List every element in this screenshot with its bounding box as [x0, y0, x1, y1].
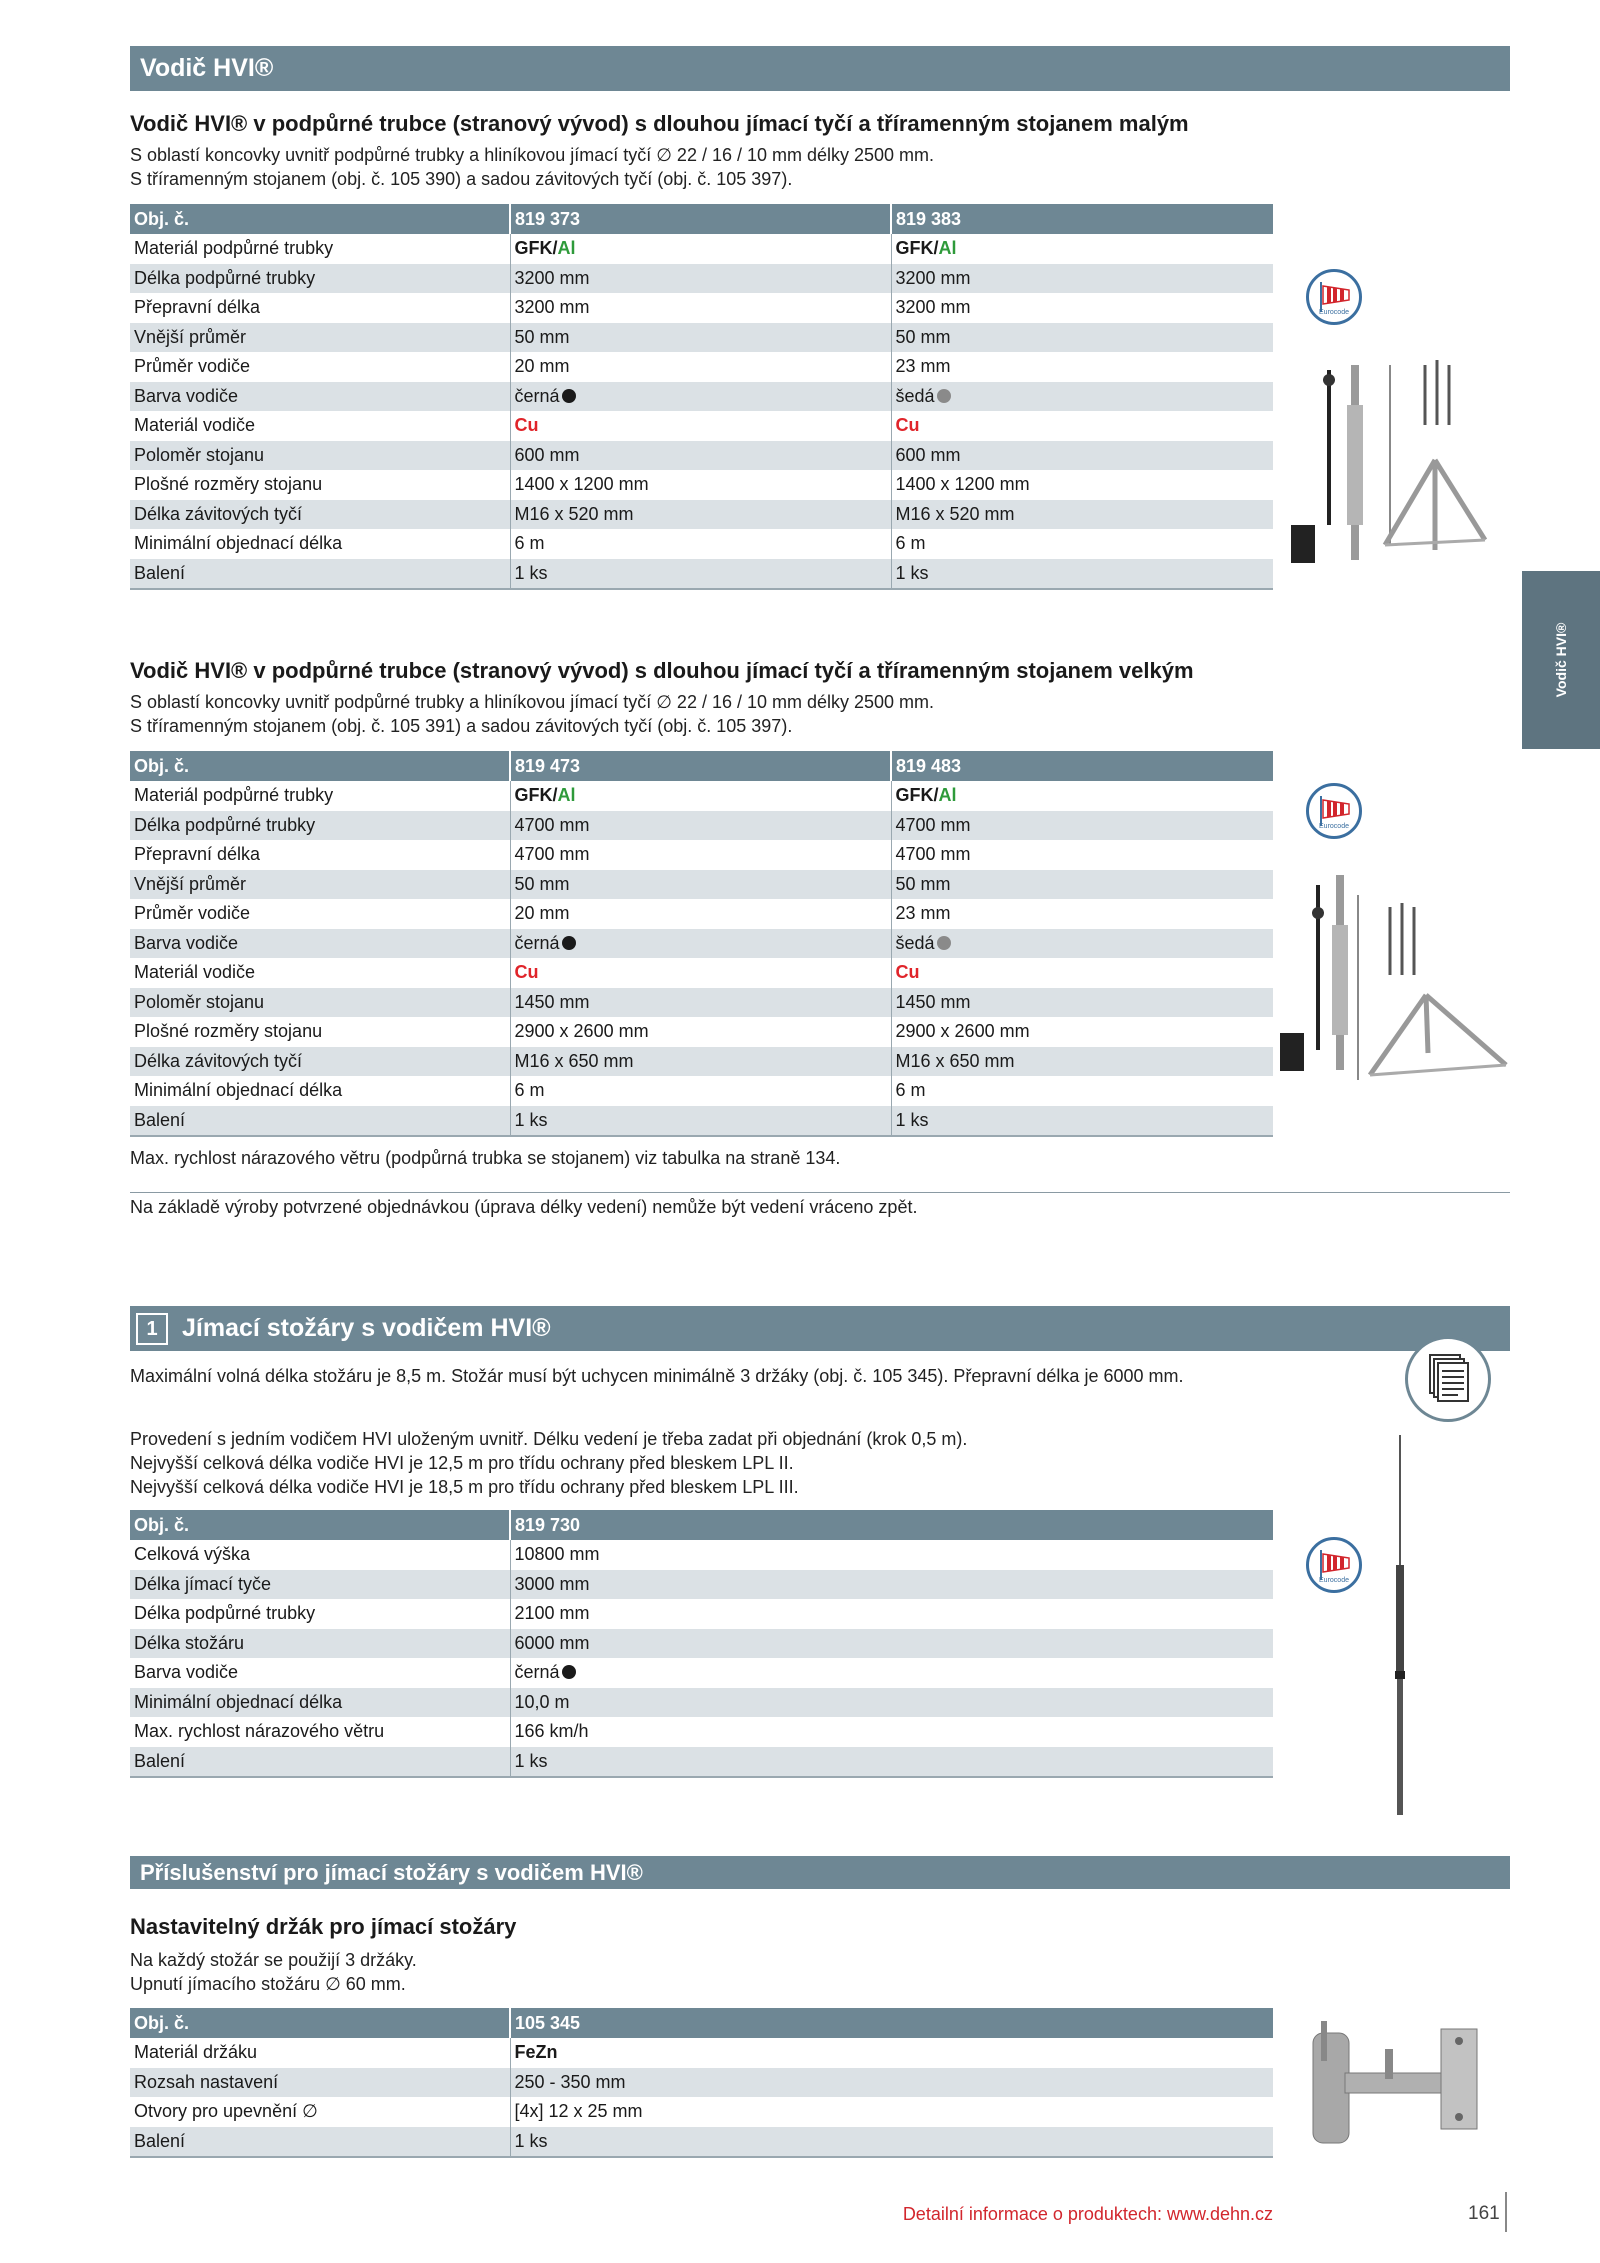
table-cell: 3200 mm — [891, 293, 1273, 323]
table-row — [130, 411, 1273, 441]
section4-desc — [130, 1948, 417, 1996]
section3-header-bar — [130, 1306, 1510, 1351]
section2-desc-line2: S tříramenným stojanem (obj. č. 105 391) a sadou závitových tyčí (obj. č. 105 397). — [130, 716, 793, 736]
page-header-title: Vodič HVI® — [140, 54, 274, 82]
table-cell: 23 mm — [891, 352, 1273, 382]
black-color-dot-icon — [562, 1665, 576, 1679]
table-header-cell: 819 473 — [510, 751, 891, 781]
table-row — [130, 781, 1273, 811]
table-row — [130, 1047, 1273, 1077]
table-cell: GFK/Al — [891, 234, 1273, 264]
table-cell: 10,0 m — [510, 1688, 1273, 1718]
table-cell: 1 ks — [510, 1747, 1273, 1778]
section3-desc-b-line3: Nejvyšší celková délka vodiče HVI je 18,5 m pro třídu ochrany před bleskem LPL III. — [130, 1477, 799, 1497]
table-header-cell: Obj. č. — [130, 204, 510, 234]
table-row — [130, 441, 1273, 471]
table-cell: černá — [510, 382, 891, 412]
table-cell: 1450 mm — [510, 988, 891, 1018]
table-cell: 6000 mm — [510, 1629, 1273, 1659]
table-cell: Balení — [130, 559, 510, 590]
table-cell: GFK/Al — [510, 234, 891, 264]
table-cell: černá — [510, 929, 891, 959]
table-cell: M16 x 520 mm — [891, 500, 1273, 530]
table-cell: 20 mm — [510, 899, 891, 929]
section4-bar-title: Příslušenství pro jímací stožáry s vodičem HVI® — [140, 1859, 643, 1885]
table-cell: 50 mm — [510, 870, 891, 900]
table-row — [130, 899, 1273, 929]
product-image-mast — [1385, 1435, 1415, 1820]
table-cell: 2900 x 2600 mm — [891, 1017, 1273, 1047]
table-cell: 3200 mm — [510, 264, 891, 294]
table-row — [130, 352, 1273, 382]
table-cell: Cu — [510, 958, 891, 988]
table-cell: Délka podpůrné trubky — [130, 1599, 510, 1629]
table-cell: 6 m — [510, 529, 891, 559]
table-cell: 600 mm — [891, 441, 1273, 471]
table-cell: Délka závitových tyčí — [130, 1047, 510, 1077]
section4-title: Nastavitelný držák pro jímací stožáry — [130, 1914, 517, 1939]
eurocode-badge-3 — [1306, 1537, 1362, 1593]
table-cell: 2900 x 2600 mm — [510, 1017, 891, 1047]
eurocode-label: Eurocode — [1319, 823, 1349, 830]
page-number: 161 — [1468, 2203, 1500, 2224]
table-cell: 1450 mm — [891, 988, 1273, 1018]
table-header-cell: Obj. č. — [130, 1510, 510, 1540]
table-cell: GFK/Al — [510, 781, 891, 811]
table-row — [130, 1747, 1273, 1778]
table-cell: Max. rychlost nárazového větru — [130, 1717, 510, 1747]
eurocode-label: Eurocode — [1319, 309, 1349, 316]
table-cell: šedá — [891, 382, 1273, 412]
table-cell: 20 mm — [510, 352, 891, 382]
table-row — [130, 293, 1273, 323]
table-cell: Barva vodiče — [130, 382, 510, 412]
table-header-cell: 819 483 — [891, 751, 1273, 781]
table-header-cell: 819 730 — [510, 1510, 1273, 1540]
grey-color-dot-icon — [937, 936, 951, 950]
table-cell: 50 mm — [891, 323, 1273, 353]
table-cell: 23 mm — [891, 899, 1273, 929]
table-row — [130, 1629, 1273, 1659]
section4-table — [130, 2008, 1273, 2158]
table-cell: Celková výška — [130, 1540, 510, 1570]
table-header-cell: Obj. č. — [130, 2008, 510, 2038]
table-cell: Přepravní délka — [130, 840, 510, 870]
table-row — [130, 1106, 1273, 1137]
table-cell: FeZn — [510, 2038, 1273, 2068]
table-cell: 1 ks — [510, 1106, 891, 1137]
table-row — [130, 811, 1273, 841]
table-cell: Materiál držáku — [130, 2038, 510, 2068]
table-cell: Balení — [130, 1747, 510, 1778]
section3-title: Jímací stožáry s vodičem HVI® — [182, 1314, 551, 1342]
table-cell: 10800 mm — [510, 1540, 1273, 1570]
black-color-dot-icon — [562, 936, 576, 950]
grey-color-dot-icon — [937, 389, 951, 403]
table-cell: 166 km/h — [510, 1717, 1273, 1747]
black-color-dot-icon — [562, 389, 576, 403]
section1-table — [130, 204, 1273, 590]
table-cell: Materiál vodiče — [130, 958, 510, 988]
section2-table — [130, 751, 1273, 1137]
footer-product-link[interactable]: Detailní informace o produktech: www.dehn.cz — [902, 2204, 1273, 2224]
table-row — [130, 323, 1273, 353]
table-cell: Minimální objednací délka — [130, 529, 510, 559]
product-image-bracket — [1305, 2015, 1485, 2160]
table-row — [130, 264, 1273, 294]
product-image-small-stand — [1285, 345, 1525, 575]
table-cell: 4700 mm — [510, 811, 891, 841]
table-cell: 4700 mm — [891, 840, 1273, 870]
table-cell: Plošné rozměry stojanu — [130, 470, 510, 500]
table-row — [130, 1717, 1273, 1747]
table-cell: 1 ks — [510, 559, 891, 590]
section1-desc — [130, 143, 934, 191]
side-tab[interactable] — [1522, 571, 1600, 749]
table-header-cell: 105 345 — [510, 2008, 1273, 2038]
table-row — [130, 1658, 1273, 1688]
table-row — [130, 559, 1273, 590]
section2-desc-line1: S oblastí koncovky uvnitř podpůrné trubky a hliníkovou jímací tyčí ∅ 22 / 16 / 10 mm délky 2500 mm. — [130, 692, 935, 712]
table-cell: Balení — [130, 2127, 510, 2158]
section3-number-box: 1 — [136, 1313, 168, 1345]
table-row — [130, 988, 1273, 1018]
table-header-row — [130, 204, 1273, 234]
table-cell: 250 - 350 mm — [510, 2068, 1273, 2098]
section2-title: Vodič HVI® v podpůrné trubce (stranový vývod) s dlouhou jímací tyčí a tříramenným stojanem velkým — [130, 658, 1194, 683]
table-cell: 1 ks — [891, 1106, 1273, 1137]
table-row — [130, 1076, 1273, 1106]
table-cell: Délka stožáru — [130, 1629, 510, 1659]
section3-desc-b — [130, 1427, 967, 1499]
table-row — [130, 500, 1273, 530]
table-cell: 2100 mm — [510, 1599, 1273, 1629]
table-row — [130, 1017, 1273, 1047]
table-cell: 1 ks — [510, 2127, 1273, 2158]
table-cell: Rozsah nastavení — [130, 2068, 510, 2098]
table-cell: 6 m — [891, 529, 1273, 559]
table-header-cell: 819 373 — [510, 204, 891, 234]
table-header-row — [130, 1510, 1273, 1540]
table-cell: 6 m — [510, 1076, 891, 1106]
table-cell: 6 m — [891, 1076, 1273, 1106]
table-cell: 4700 mm — [510, 840, 891, 870]
table-cell: GFK/Al — [891, 781, 1273, 811]
eurocode-label: Eurocode — [1319, 1577, 1349, 1584]
section3-desc-a: Maximální volná délka stožáru je 8,5 m. Stožár musí být uchycen minimálně 3 držáky (obj. č. 105 345). Přepravní délka je 6000 mm. — [130, 1366, 1184, 1386]
table-row — [130, 1570, 1273, 1600]
table-cell: 1 ks — [891, 559, 1273, 590]
table-cell: Plošné rozměry stojanu — [130, 1017, 510, 1047]
document-icon[interactable] — [1405, 1336, 1491, 1422]
page-header-bar — [130, 46, 1510, 91]
table-cell: Cu — [510, 411, 891, 441]
table-row — [130, 870, 1273, 900]
table-cell: 50 mm — [510, 323, 891, 353]
table-row — [130, 2038, 1273, 2068]
table-cell: 3200 mm — [510, 293, 891, 323]
table-cell: Materiál podpůrné trubky — [130, 781, 510, 811]
table-cell: šedá — [891, 929, 1273, 959]
table-header-cell: 819 383 — [891, 204, 1273, 234]
table-cell: Poloměr stojanu — [130, 441, 510, 471]
table-row — [130, 529, 1273, 559]
section4-desc-line2: Upnutí jímacího stožáru ∅ 60 mm. — [130, 1974, 406, 1994]
side-tab-label: Vodič HVI® — [1553, 622, 1569, 698]
table-cell: 3000 mm — [510, 1570, 1273, 1600]
table-cell: 1400 x 1200 mm — [510, 470, 891, 500]
table-cell: Přepravní délka — [130, 293, 510, 323]
table-row — [130, 929, 1273, 959]
table-cell: [4x] 12 x 25 mm — [510, 2097, 1273, 2127]
eurocode-badge-2 — [1306, 783, 1362, 839]
table-row — [130, 234, 1273, 264]
section1-desc-line1: S oblastí koncovky uvnitř podpůrné trubky a hliníkovou jímací tyčí ∅ 22 / 16 / 10 mm délky 2500 mm. — [130, 145, 935, 165]
table-cell: Průměr vodiče — [130, 899, 510, 929]
table-row — [130, 840, 1273, 870]
table-row — [130, 2097, 1273, 2127]
section2-note-wind: Max. rychlost nárazového větru (podpůrná trubka se stojanem) viz tabulka na straně 134. — [130, 1148, 841, 1168]
product-image-large-stand — [1278, 865, 1518, 1085]
table-row — [130, 1688, 1273, 1718]
table-row — [130, 2068, 1273, 2098]
table-cell: Materiál podpůrné trubky — [130, 234, 510, 264]
table-header-row — [130, 2008, 1273, 2038]
table-cell: M16 x 520 mm — [510, 500, 891, 530]
section4-desc-line1: Na každý stožár se použijí 3 držáky. — [130, 1950, 417, 1970]
table-cell: Poloměr stojanu — [130, 988, 510, 1018]
section2-desc — [130, 690, 934, 738]
table-cell: Barva vodiče — [130, 1658, 510, 1688]
table-cell: Cu — [891, 958, 1273, 988]
section3-desc-b-line1: Provedení s jedním vodičem HVI uloženým uvnitř. Délku vedení je třeba zadat při objednání (krok 0,5 m). — [130, 1429, 968, 1449]
section3-table — [130, 1510, 1273, 1778]
table-cell: 600 mm — [510, 441, 891, 471]
table-cell: Vnější průměr — [130, 323, 510, 353]
table-cell: Minimální objednací délka — [130, 1076, 510, 1106]
table-cell: Cu — [891, 411, 1273, 441]
table-cell: 3200 mm — [891, 264, 1273, 294]
table-cell: M16 x 650 mm — [891, 1047, 1273, 1077]
section1-desc-line2: S tříramenným stojanem (obj. č. 105 390) a sadou závitových tyčí (obj. č. 105 397). — [130, 169, 793, 189]
table-header-row — [130, 751, 1273, 781]
footer-divider — [1505, 2192, 1507, 2232]
table-cell: Balení — [130, 1106, 510, 1137]
table-cell: černá — [510, 1658, 1273, 1688]
eurocode-badge-1 — [1306, 269, 1362, 325]
table-cell: M16 x 650 mm — [510, 1047, 891, 1077]
table-header-cell: Obj. č. — [130, 751, 510, 781]
table-cell: 4700 mm — [891, 811, 1273, 841]
table-cell: Délka závitových tyčí — [130, 500, 510, 530]
table-row — [130, 382, 1273, 412]
table-row — [130, 958, 1273, 988]
divider-line — [130, 1192, 1510, 1193]
section3-desc-b-line2: Nejvyšší celková délka vodiče HVI je 12,5 m pro třídu ochrany před bleskem LPL II. — [130, 1453, 794, 1473]
table-row — [130, 1599, 1273, 1629]
table-cell: Délka jímací tyče — [130, 1570, 510, 1600]
table-cell: Průměr vodiče — [130, 352, 510, 382]
section1-title: Vodič HVI® v podpůrné trubce (stranový vývod) s dlouhou jímací tyčí a tříramenným stojanem malým — [130, 111, 1189, 136]
table-cell: Minimální objednací délka — [130, 1688, 510, 1718]
table-cell: Délka podpůrné trubky — [130, 264, 510, 294]
table-row — [130, 1540, 1273, 1570]
table-cell: Materiál vodiče — [130, 411, 510, 441]
table-row — [130, 470, 1273, 500]
table-cell: 1400 x 1200 mm — [891, 470, 1273, 500]
table-cell: 50 mm — [891, 870, 1273, 900]
table-cell: Vnější průměr — [130, 870, 510, 900]
table-cell: Délka podpůrné trubky — [130, 811, 510, 841]
section4-header-bar — [130, 1856, 1510, 1889]
table-cell: Otvory pro upevnění ∅ — [130, 2097, 510, 2127]
table-cell: Barva vodiče — [130, 929, 510, 959]
table-row — [130, 2127, 1273, 2158]
section2-note-return: Na základě výroby potvrzené objednávkou (úprava délky vedení) nemůže být vedení vráceno zpět. — [130, 1197, 918, 1217]
